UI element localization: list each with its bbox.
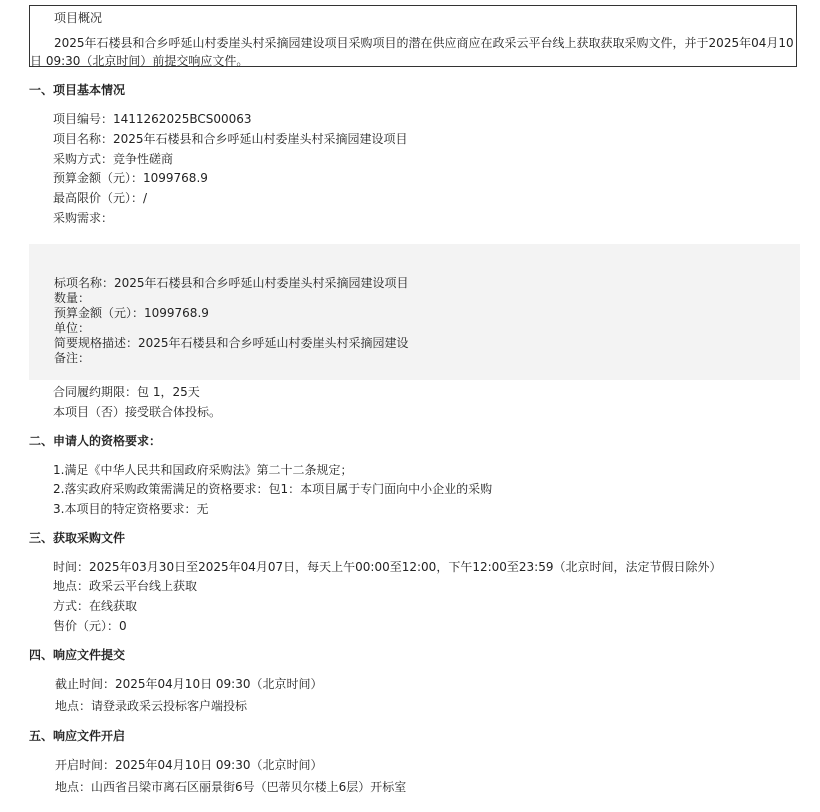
obtain-location: 地点：政采云平台线上获取 <box>53 579 198 593</box>
obtain-price: 售价（元）：0 <box>53 619 127 633</box>
section-heading-basic-info: 一、项目基本情况 <box>29 83 126 97</box>
consortium-note: 本项目（否）接受联合体投标。 <box>53 405 222 419</box>
lot-budget: 预算金额（元）：1099768.9 <box>54 306 209 320</box>
procurement-requirements-label: 采购需求： <box>53 211 114 225</box>
submission-location: 地点：请登录政采云投标客户端投标 <box>55 699 248 713</box>
lot-spec: 简要规格描述：2025年石楼县和合乡呼延山村委崖头村采摘园建设 <box>54 336 409 350</box>
opening-time: 开启时间：2025年04月10日 09:30（北京时间） <box>55 758 323 772</box>
lot-unit: 单位： <box>54 321 91 335</box>
lot-name: 标项名称：2025年石楼县和合乡呼延山村委崖头村采摘园建设项目 <box>54 276 409 290</box>
section-heading-obtain-docs: 三、获取采购文件 <box>29 531 126 545</box>
qualification-item: 2.落实政府采购政策需满足的资格要求：包1：本项目属于专门面向中小企业的采购 <box>53 482 493 496</box>
overview-text: 2025年石楼县和合乡呼延山村委崖头村采摘园建设项目采购项目的潜在供应商应在政采云平台线上获取获取采购文件，并于2025年04月10日 09:30（北京时间）前提交响应文件。 <box>30 36 794 68</box>
max-price: 最高限价（元）：/ <box>53 191 148 205</box>
contract-period: 合同履约期限：包 1，25天 <box>53 385 200 399</box>
qualification-item: 3.本项目的特定资格要求：无 <box>53 502 209 516</box>
obtain-time: 时间：2025年03月30日至2025年04月07日，每天上午00:00至12:00，下午12:00至23:59（北京时间，法定节假日除外） <box>53 560 722 574</box>
qualification-item: 1.满足《中华人民共和国政府采购法》第二十二条规定； <box>53 463 353 477</box>
obtain-method: 方式：在线获取 <box>53 599 138 613</box>
project-name: 项目名称：2025年石楼县和合乡呼延山村委崖头村采摘园建设项目 <box>53 132 408 146</box>
submission-deadline: 截止时间：2025年04月10日 09:30（北京时间） <box>55 677 323 691</box>
procurement-method: 采购方式：竞争性磋商 <box>53 152 174 166</box>
section-heading-qualifications: 二、申请人的资格要求： <box>29 434 162 448</box>
section-heading-submission: 四、响应文件提交 <box>29 648 126 662</box>
opening-location: 地点：山西省吕梁市离石区丽景街6号（巴蒂贝尔楼上6层）开标室 <box>55 780 407 794</box>
budget-amount: 预算金额（元）：1099768.9 <box>53 171 208 185</box>
lot-quantity: 数量： <box>54 291 91 305</box>
lot-remarks: 备注： <box>54 351 91 365</box>
lot-details-panel <box>29 244 800 380</box>
overview-title: 项目概况 <box>54 11 103 25</box>
section-heading-opening: 五、响应文件开启 <box>29 729 126 743</box>
project-number: 项目编号：1411262025BCS00063 <box>53 112 252 126</box>
project-overview-box <box>29 5 797 67</box>
